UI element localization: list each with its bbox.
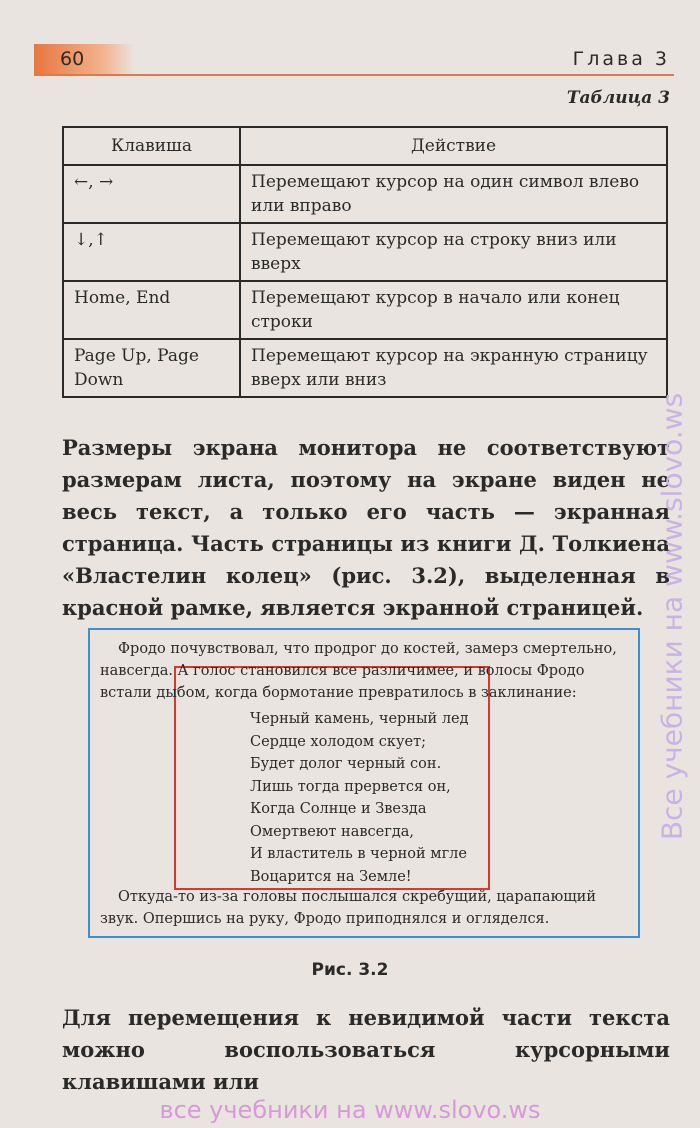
table-cell-action: Перемещают курсор на экранную страницу вверх или вниз: [240, 339, 667, 397]
figure-text-frame: [88, 628, 640, 938]
footer-watermark: все учебники на www.slovo.ws: [159, 1096, 541, 1124]
figure-line: встали дыбом, когда бормотание превратилось в заклинание:: [100, 685, 577, 701]
figure-caption: Рис. 3.2: [311, 960, 389, 980]
figure-line: Фродо почувствовал, что продрог до костей, замерз смертельно,: [118, 641, 617, 657]
poem-line: Будет долог черный сон.: [250, 756, 442, 772]
table-header-action: Действие: [240, 127, 667, 165]
poem-line: Воцарится на Земле!: [250, 868, 412, 885]
paragraph-screen-page: Размеры экрана монитора не соответствуют размерам листа, поэтому на экране виден не весь текст, а только его часть — экранная страница. Часть страницы из книги Д. Толкиена «Властелин колец» (рис. 3.2), выделенная в красной рамке, является экранной страницей.: [62, 435, 670, 620]
paragraph-navigation: Для перемещения к невидимой части текста можно воспользоваться курсорными клавишами или: [62, 1005, 670, 1094]
figure-line: Откуда-то из-за головы послышался скребущий, царапающий: [118, 889, 597, 905]
table-row: [63, 165, 667, 223]
table-cell-action: Перемещают курсор на один символ влево или вправо: [240, 165, 667, 223]
keys-table: [62, 126, 668, 398]
table-cell-key: ↓,↑: [63, 223, 240, 281]
table-row: [63, 339, 667, 397]
chapter-title: Глава 3: [572, 48, 670, 70]
figure-line: звук. Опершись на руку, Фродо приподнялся и огляделся.: [100, 911, 550, 927]
table-caption: Таблица 3: [566, 88, 670, 108]
table-cell-key: ←, →: [63, 165, 240, 223]
page-number: 60: [34, 44, 134, 74]
poem-line: Лишь тогда прервется он,: [250, 778, 451, 795]
table-cell-key: Page Up, Page Down: [63, 339, 240, 397]
table-cell-action: Перемещают курсор в начало или конец строки: [240, 281, 667, 339]
poem-line: И властитель в черной мгле: [250, 846, 467, 862]
poem-line: Черный камень, черный лед: [250, 711, 469, 727]
table-row: [63, 281, 667, 339]
table-header-row: [63, 127, 667, 165]
poem-line: Омертвеют навсегда,: [250, 823, 415, 840]
figure-line: навсегда. А голос становился все различимее, и волосы Фродо: [100, 663, 585, 679]
poem-line: Сердце холодом скует;: [250, 733, 426, 750]
table-cell-action: Перемещают курсор на строку вниз или вверх: [240, 223, 667, 281]
table-row: [63, 223, 667, 281]
poem: [250, 708, 469, 888]
side-watermark: Все учебники на www.slovo.ws: [655, 392, 689, 841]
table-cell-key: Home, End: [63, 281, 240, 339]
table-header-key: Клавиша: [63, 127, 240, 165]
poem-line: Когда Солнце и Звезда: [250, 801, 427, 817]
